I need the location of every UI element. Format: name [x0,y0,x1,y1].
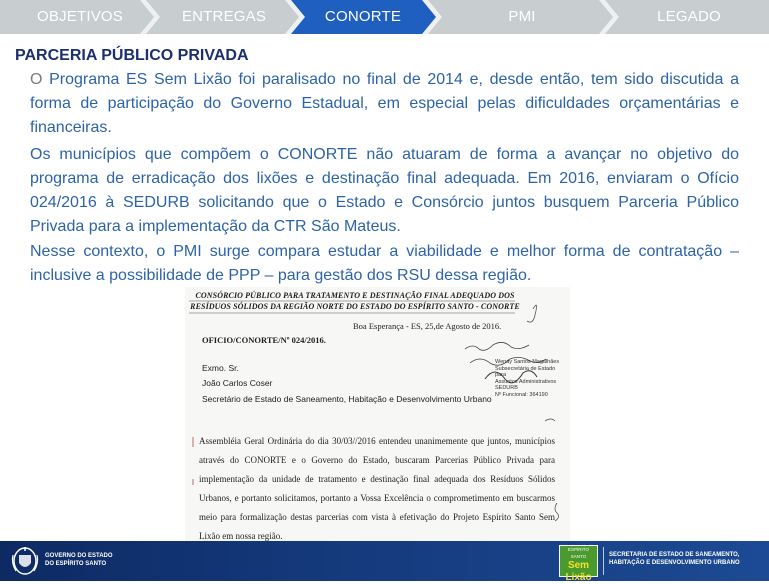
stamp-line: Subsecretária de Estado para [495,365,556,378]
scanned-letter-image [185,287,570,541]
secretariat-name-line-2: HABITAÇÃO E DESENVOLVIMENTO URBANO [609,560,740,566]
section-heading: PARCERIA PÚBLICO PRIVADA [15,47,249,64]
letter-date: Boa Esperança - ES, 25,de Agosto de 2016. [353,321,502,331]
secretariat-name [609,551,740,567]
stamp-line: Wendy Santos Magalhães [495,359,560,365]
paragraph-1 [30,68,739,140]
nav-step-legado[interactable]: LEGADO [657,8,721,25]
letter-letterhead-line-1: CONSÓRCIO PÚBLICO PARA TRATAMENTO E DESTINAÇÃO FINAL ADEQUADO DOS [195,291,515,300]
letter-reference: OFICIO/CONORTE/Nº 024/2016. [202,335,326,345]
es-sem-lixao-logo [559,545,598,583]
nav-step-conorte[interactable]: CONORTE [324,8,402,25]
nav-step-objetivos[interactable]: OBJETIVOS [37,8,123,25]
paragraph-3: Nesse contexto, o PMI surge compara estudar a viabilidade e melhor forma de contratação – inclusive a possibilidade de PPP – para gestão dos RSU dessa região. [30,243,739,284]
government-name [45,552,113,568]
letter-receipt-stamp [495,359,565,398]
letter-body: Assembléia Geral Ordinária do dia 30/03//2016 entendeu unanimemente que juntos, municípios através do CONORTE e o Governo do Estado, buscaram Parcerias Público Privada para implementação da unidade de tratamento e destinação final adequada dos Resíduos Sólidos Urbanos, e portanto solicitamos, portanto a Vossa Excelência o comprometimento em buscarmos meio para formalização destas parcerias com vista à efetivação do Projeto Espírito Santo Sem Lixão em nossa região. [199,436,555,541]
government-name-line-1: GOVERNO DO ESTADO [45,553,113,559]
logo-main-text: Sem Lixão [565,560,592,583]
letter-letterhead-line-2: RESÍDUOS SÓLIDOS DA REGIÃO NORTE DO ESTADO DO ESPÍRITO SANTO - CONORTE [190,302,520,311]
letter-salutation: Exmo. Sr. [202,363,239,373]
footer-bar [0,541,769,581]
nav-step-entregas[interactable]: ENTREGAS [181,8,267,25]
step-navigation [0,0,769,34]
paragraph-1-initial: O [30,71,43,88]
logo-top-text: ESPÍRITO SANTO [568,547,589,559]
stamp-line: Assuntos Administrativos SEDURB [495,378,557,391]
state-coat-of-arms-icon [10,545,40,577]
paragraph-1-text: Programa ES Sem Lixão foi paralisado no final de 2014 e, desde então, tem sido discutida a forma de participação do Governo Estadual, em especial pelas dificuldades orçamentárias e financeiras. [30,71,739,136]
letter-recipient-title: Secretário de Estado de Saneamento, Habitação e Desenvolvimento Urbano [202,394,492,404]
footer-divider [603,547,604,575]
paragraph-2: Os municípios que compõem o CONORTE não atuaram de forma a avançar no objetivo do programa de erradicação dos lixões e destinação final adequada. Em 2016, enviaram o Ofício 024/2016 à SEDURB solicitando que o Estado e Consórcio juntos busquem Parceria Público Privada para a implementação da CTR São Mateus. [30,146,739,235]
nav-step-pmi[interactable]: PMI [508,8,536,25]
government-name-line-2: DO ESPÍRITO SANTO [45,561,107,567]
stamp-line: Nº Funcional: 364190 [495,391,548,398]
secretariat-name-line-1: SECRETARIA DE ESTADO DE SANEAMENTO, [609,552,740,558]
letter-recipient: João Carlos Coser [202,378,273,388]
